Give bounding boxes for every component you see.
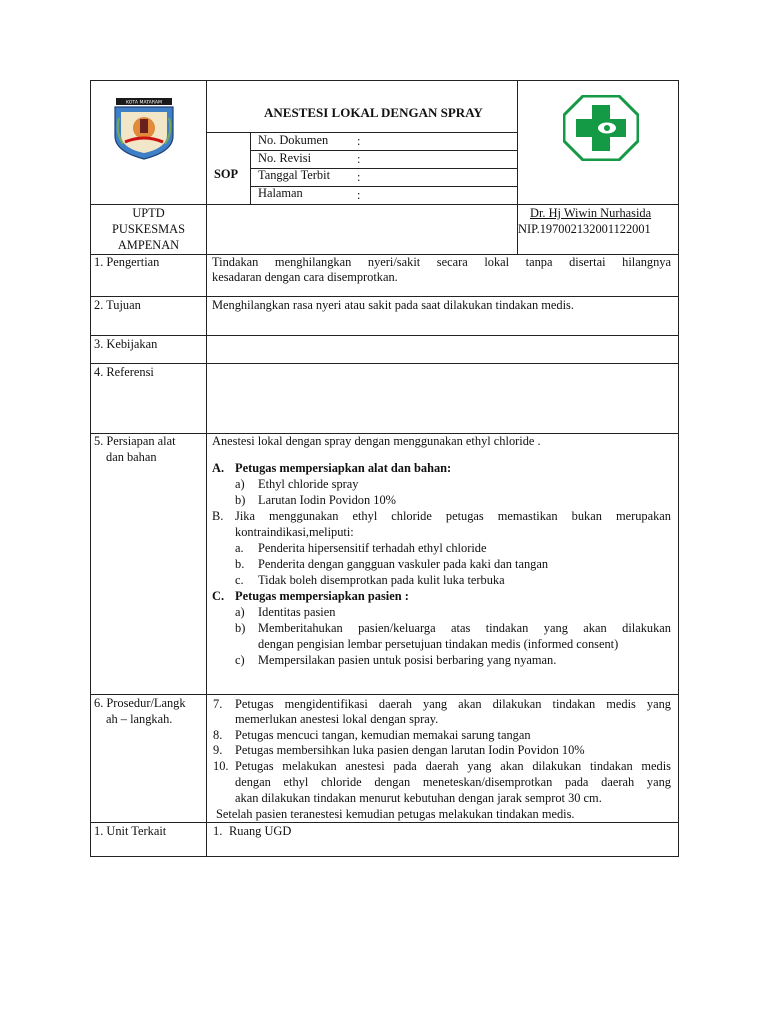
field-halaman-value: : [357,188,361,202]
prosedur-closing: Setelah pasien teranestesi kemudian petugas melakukan tindakan medis. [216,807,575,821]
a-item-2-marker: b) [235,493,246,507]
step-8-line1: Petugas mencuci tangan, kemudian memakai sarung tangan [235,728,531,742]
signer-name: Dr. Hj Wiwin Nurhasida [530,206,652,220]
persiapan-label-line2: dan bahan [106,450,157,464]
b-item-2-marker: b. [235,557,245,571]
pengertian-text-line1: Tindakan menghilangkan nyeri/sakit secara lokal tanpa disertai hilangnya [212,255,671,269]
section-c-title: Petugas mempersiapkan pasien : [235,589,409,603]
org-line-1: UPTD [132,206,165,220]
a-item-2-text: Larutan Iodin Povidon 10% [258,493,396,507]
sop-label: SOP [214,167,239,181]
b-item-1-text: Penderita hipersensitif terhadah ethyl chloride [258,541,487,555]
field-no-dokumen-value: : [357,134,361,148]
step-7-marker: 7. [213,697,223,711]
unit-terkait-label: 1. Unit Terkait [94,824,167,838]
b-item-1-marker: a. [235,541,244,555]
section-a-marker: A. [212,461,225,475]
a-item-1-marker: a) [235,477,245,491]
step-10-marker: 10. [213,759,229,773]
prosedur-label-line1: 6. Prosedur/Langk [94,696,186,710]
step-7-line1: Petugas mengidentifikasi daerah yang akan dilakukan tindakan medis yang [235,697,671,711]
step-9-marker: 9. [213,743,223,757]
unit-item-1-marker: 1. [213,824,223,838]
document-title: ANESTESI LOKAL DENGAN SPRAY [264,105,483,120]
section-b-marker: B. [212,509,224,523]
kota-mataram-logo [111,98,177,160]
b-item-3-text: Tidak boleh disemprotkan pada kulit luka terbuka [258,573,505,587]
step-9-line1: Petugas membersihkan luka pasien dengan larutan Iodin Povidon 10% [235,743,585,757]
persiapan-intro: Anestesi lokal dengan spray dengan menggunakan ethyl chloride . [212,434,541,448]
puskesmas-logo [563,95,639,161]
section-b-line2: kontraindikasi,meliputi: [235,525,354,539]
c-item-2-line2: dengan pengisian lembar persetujuan tindakan medis (informed consent) [258,637,619,651]
logo-label: KOTA MATARAM [126,100,162,106]
c-item-3-text: Mempersilakan pasien untuk posisi berbaring yang nyaman. [258,653,557,667]
section-b-line1: Jika menggunakan ethyl chloride petugas memastikan bukan merupakan [235,509,671,523]
c-item-1-text: Identitas pasien [258,605,336,619]
section-a-title: Petugas mempersiapkan alat dan bahan: [235,461,452,475]
c-item-2-marker: b) [235,621,246,635]
field-halaman-label: Halaman [258,186,303,200]
field-no-revisi-value: : [357,152,361,166]
unit-item-1-text: Ruang UGD [229,824,292,838]
prosedur-label-line2: ah – langkah. [106,712,173,726]
kebijakan-label: 3. Kebijakan [94,337,158,351]
step-10-line2: dengan ethyl chloride dengan meneteskan/disemprotkan pada daerah yang [235,775,671,789]
section-c-marker: C. [212,589,225,603]
step-8-marker: 8. [213,728,223,742]
step-10-line3: akan dilakukan tindakan menurut kebutuhan dengan jarak semprot 30 cm. [235,791,602,805]
org-line-3: AMPENAN [117,238,180,252]
pengertian-text-line2: kesadaran dengan cara disemprotkan. [212,270,398,284]
org-name [91,205,206,253]
org-line-2: PUSKESMAS [112,222,185,236]
step-7-line2: memerlukan anestesi lokal dengan spray. [235,712,439,726]
b-item-2-text: Penderita dengan gangguan vaskuler pada kaki dan tangan [258,557,549,571]
c-item-1-marker: a) [235,605,245,619]
field-no-dokumen-label: No. Dokumen [258,133,329,147]
field-tanggal-terbit-label: Tanggal Terbit [258,168,331,182]
signer-nip: NIP.197002132001122001 [518,222,651,236]
c-item-3-marker: c) [235,653,245,667]
field-tanggal-terbit-value: : [357,170,361,184]
b-item-3-marker: c. [235,573,244,587]
referensi-label: 4. Referensi [94,365,154,379]
c-item-2-line1: Memberitahukan pasien/keluarga atas tindakan yang akan dilakukan [258,621,671,635]
field-no-revisi-label: No. Revisi [258,151,312,165]
tujuan-text: Menghilangkan rasa nyeri atau sakit pada saat dilakukan tindakan medis. [212,298,574,312]
persiapan-label-line1: 5. Persiapan alat [94,434,176,448]
a-item-1-text: Ethyl chloride spray [258,477,359,491]
tujuan-label: 2. Tujuan [94,298,141,312]
step-10-line1: Petugas melakukan anestesi pada daerah yang akan dilakukan tindakan medis [235,759,671,773]
pengertian-label: 1. Pengertian [94,255,160,269]
